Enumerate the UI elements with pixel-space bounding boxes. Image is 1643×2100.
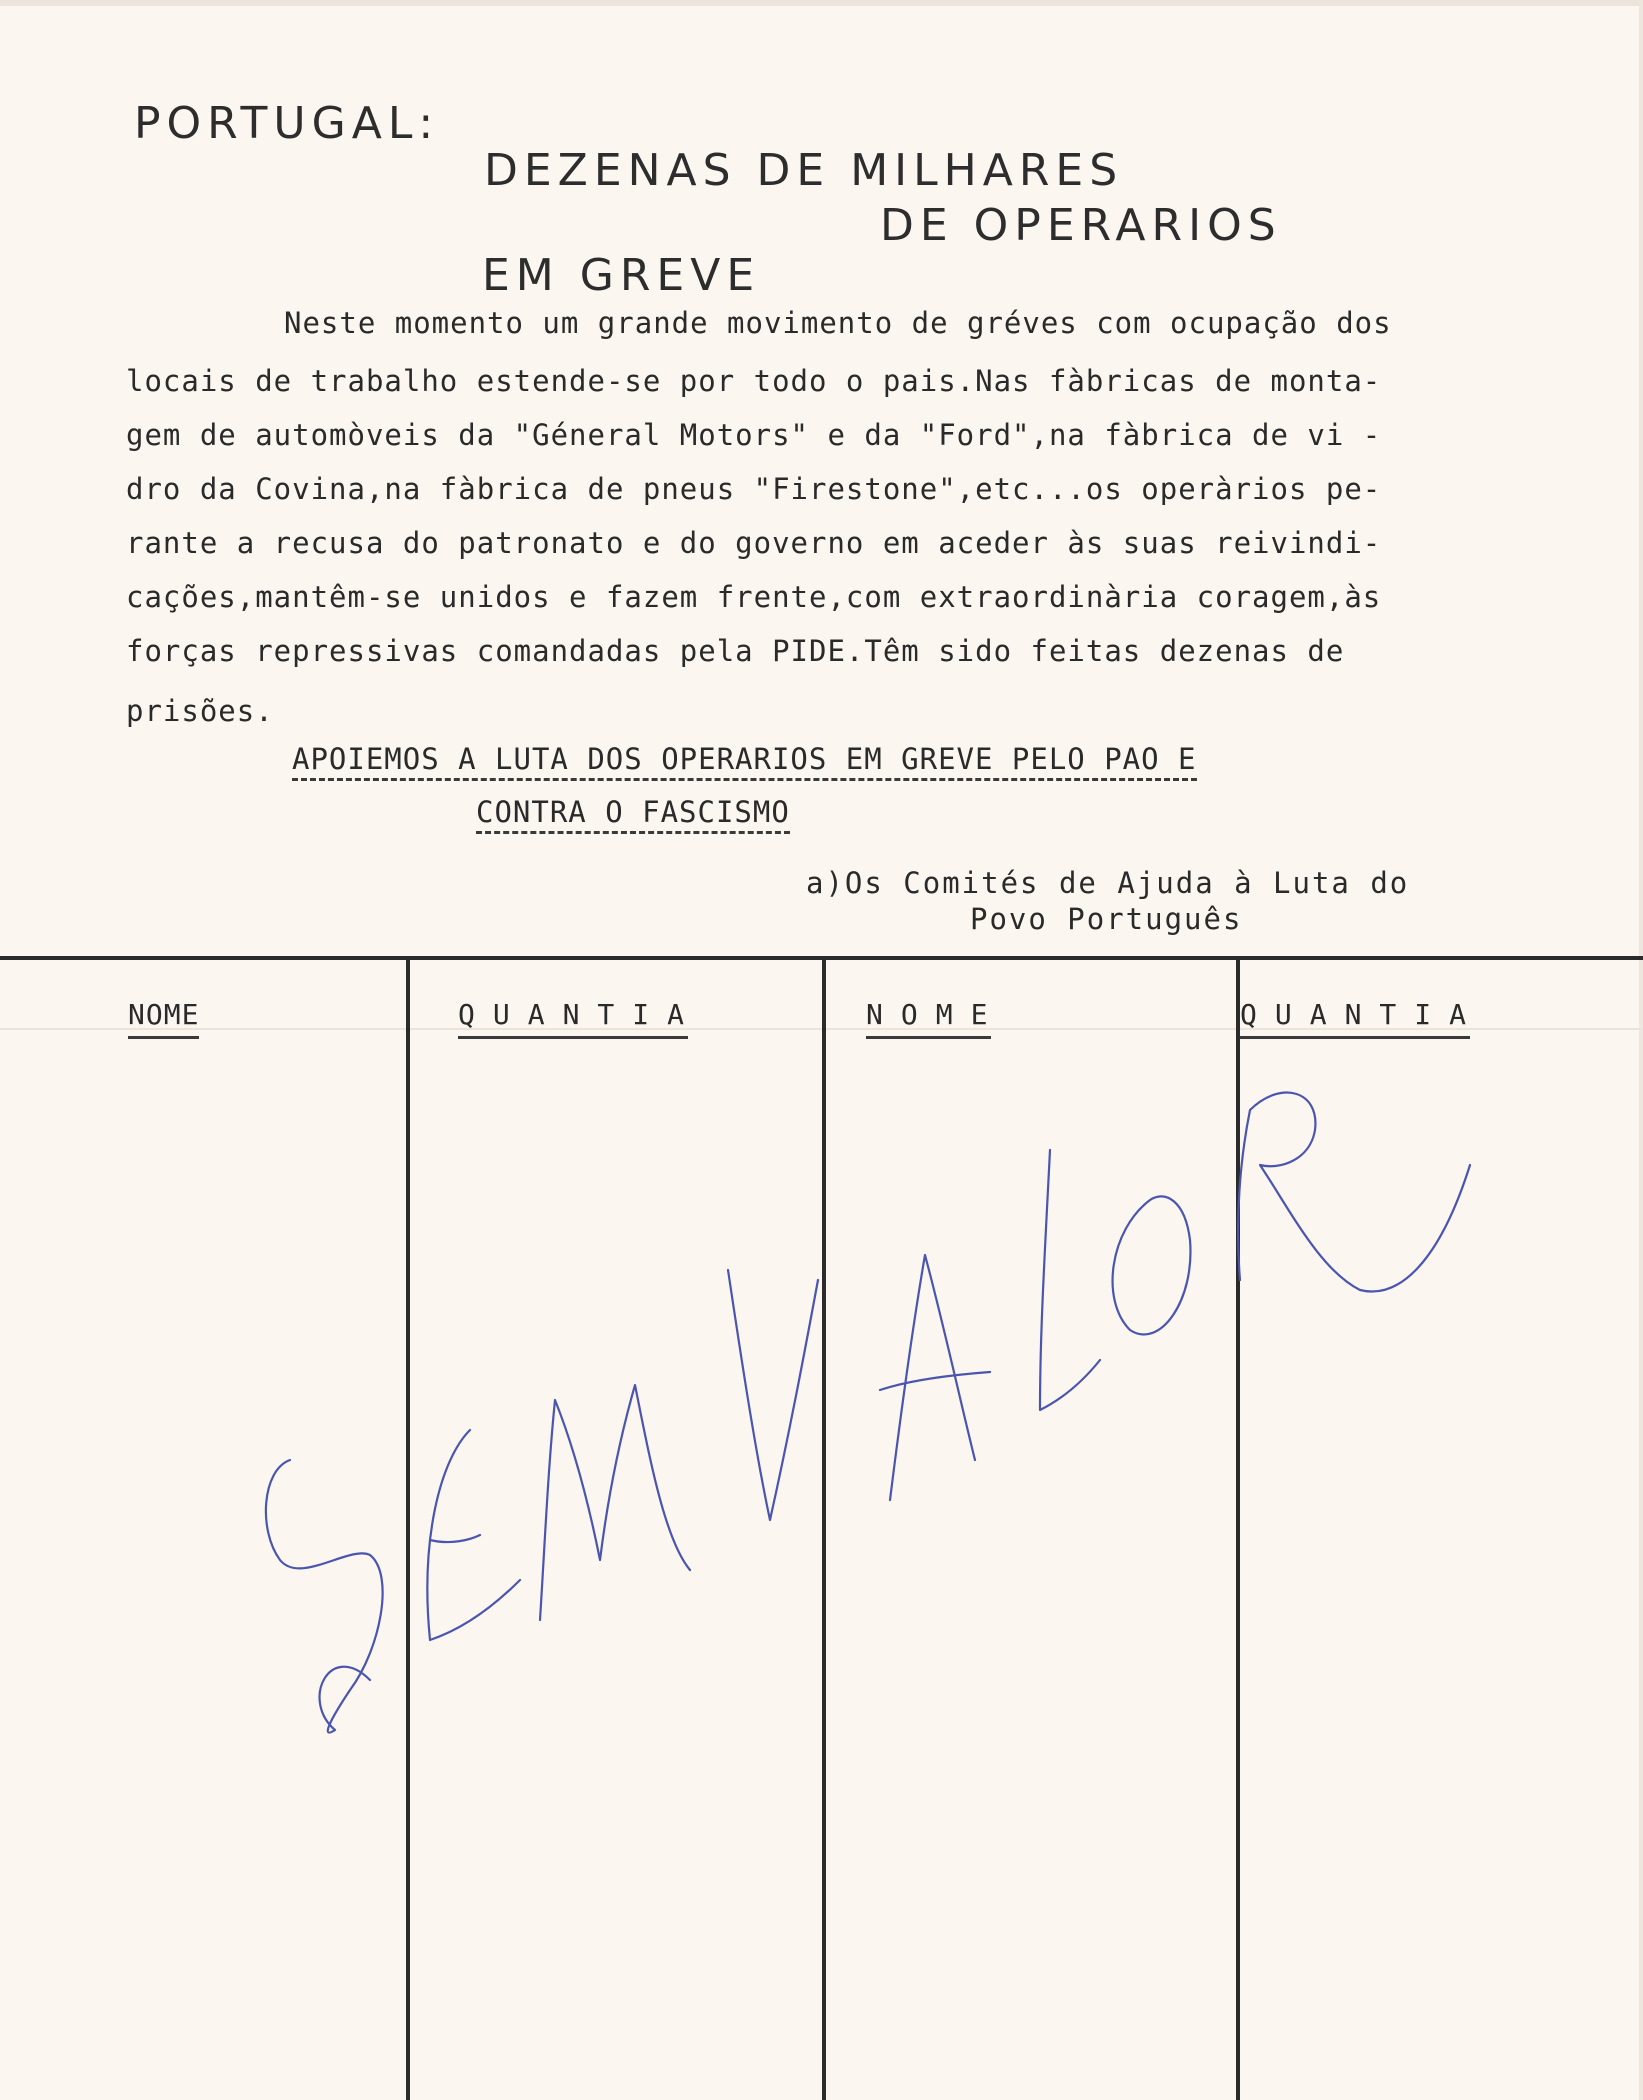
- headline-line-2: DE OPERARIOS: [880, 200, 1282, 251]
- handwritten-letter-m: [540, 1385, 690, 1620]
- signature-line-1: a)Os Comités de Ajuda à Luta do: [806, 866, 1410, 900]
- handwritten-letter-e: [427, 1430, 520, 1640]
- column-header-nome-2: NOME: [866, 998, 1006, 1031]
- column-header-nome-1: NOME: [128, 998, 200, 1031]
- column-divider-1: [406, 958, 410, 2100]
- body-line-1: Neste momento um grande movimento de gréves com ocupação dos: [284, 306, 1392, 340]
- column-divider-3: [1236, 958, 1240, 2100]
- headline-line-1: DEZENAS DE MILHARES: [484, 145, 1124, 196]
- handwritten-letter-v: [728, 1270, 818, 1520]
- slogan-line-2: CONTRA O FASCISMO: [476, 795, 790, 834]
- body-line-7: forças repressivas comandadas pela PIDE.Têm sido feitas dezenas de: [126, 634, 1345, 668]
- body-line-8: prisões.: [126, 694, 274, 728]
- body-line-5: rante a recusa do patronato e do governo em aceder às suas reivindi-: [126, 526, 1382, 560]
- body-line-4: dro da Covina,na fàbrica de pneus "Firestone",etc...os operàrios pe-: [126, 472, 1382, 506]
- handwritten-letter-o: [1113, 1196, 1191, 1334]
- handwritten-letter-r: [1238, 1093, 1470, 1292]
- handwritten-letter-l: [1040, 1150, 1100, 1410]
- column-divider-2: [822, 958, 826, 2100]
- slogan-line-1: APOIEMOS A LUTA DOS OPERARIOS EM GREVE PELO PAO E: [292, 742, 1197, 781]
- column-header-quantia-2: QUANTIA: [1240, 998, 1485, 1031]
- handwritten-letter-a: [880, 1255, 990, 1500]
- country-heading: PORTUGAL:: [134, 98, 440, 149]
- body-line-3: gem de automòveis da "Géneral Motors" e da "Ford",na fàbrica de vi -: [126, 418, 1382, 452]
- headline-line-3: EM GREVE: [482, 250, 761, 301]
- paper-edge-top: [0, 0, 1643, 6]
- signature-line-2: Povo Português: [970, 902, 1243, 936]
- body-line-6: cações,mantêm-se unidos e fazem frente,com extraordinària coragem,às: [126, 580, 1382, 614]
- body-line-2: locais de trabalho estende-se por todo o pais.Nas fàbricas de monta-: [126, 364, 1382, 398]
- column-header-quantia-1: QUANTIA: [458, 998, 703, 1031]
- handwritten-letter-s: [266, 1460, 383, 1733]
